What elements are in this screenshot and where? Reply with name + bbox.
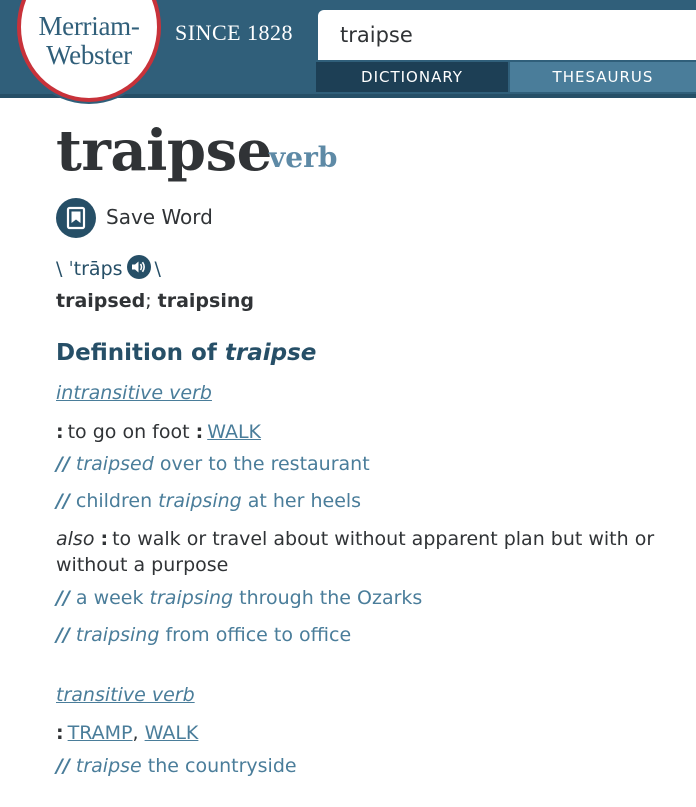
example-sentence: // traipsing from office to office: [56, 624, 352, 646]
definition-also: also : to walk or travel about without apparent plan but with or without a purpose: [56, 528, 655, 576]
logo-line-1: Merriam-: [38, 11, 140, 41]
example-rest: the countryside: [141, 755, 297, 777]
definition-heading-word: traipse: [224, 340, 317, 366]
example-rest: over to the restaurant: [153, 453, 370, 475]
inflections: [56, 290, 254, 312]
definition-heading-prefix: Definition of: [56, 340, 217, 366]
example-keyword: traipsing: [149, 587, 234, 609]
cross-ref-tramp[interactable]: TRAMP: [67, 722, 133, 744]
example-sentence: // traipsed over to the restaurant: [56, 453, 370, 475]
cross-ref-walk[interactable]: WALK: [207, 421, 261, 443]
also-label: also: [56, 528, 95, 550]
definition-heading: [56, 340, 316, 366]
bookmark-icon[interactable]: [56, 198, 96, 238]
example-sentence: // children traipsing at her heels: [56, 490, 362, 512]
pronunciation-close: \: [154, 258, 161, 280]
pronunciation-text: \ ˈtrāps: [56, 258, 123, 280]
pronunciation: [56, 255, 161, 281]
example-rest: from office to office: [159, 624, 352, 646]
also-text: to walk or travel about without apparent plan but with or without a purpose: [56, 528, 655, 576]
intransitive-verb-label[interactable]: intransitive verb: [56, 382, 212, 404]
part-of-speech-link[interactable]: verb: [269, 141, 338, 174]
example-sentence: // a week traipsing through the Ozarks: [56, 587, 423, 609]
definition-transitive: : TRAMP, WALK: [56, 722, 199, 744]
sense-1-text: to go on foot: [67, 421, 190, 443]
example-keyword: traipse: [75, 755, 142, 777]
headword: traipse: [56, 118, 272, 184]
save-word-button[interactable]: Save Word: [106, 205, 213, 229]
example-keyword: traipsing: [75, 624, 160, 646]
example-lead: a week: [75, 587, 150, 609]
search-input[interactable]: [318, 10, 696, 60]
inflection-past: traipsed: [56, 290, 146, 312]
search-box[interactable]: [318, 10, 696, 60]
transitive-verb-label[interactable]: transitive verb: [56, 684, 195, 706]
tab-dictionary[interactable]: DICTIONARY: [316, 62, 508, 92]
example-rest: at her heels: [241, 490, 362, 512]
cross-ref-walk[interactable]: WALK: [144, 722, 199, 744]
inflection-present-participle: traipsing: [157, 290, 254, 312]
example-lead: children: [75, 490, 159, 512]
cross-ref-separator: ,: [132, 722, 139, 744]
example-sentence: // traipse the countryside: [56, 755, 297, 777]
example-keyword: traipsing: [158, 490, 242, 512]
speaker-icon[interactable]: [127, 255, 151, 279]
tab-thesaurus[interactable]: THESAURUS: [510, 62, 696, 92]
definition-sense-1: : to go on foot : WALK: [56, 421, 261, 443]
example-keyword: traipsed: [75, 453, 154, 475]
inflection-separator: ;: [145, 290, 152, 312]
example-rest: through the Ozarks: [233, 587, 423, 609]
since-1828-tagline: SINCE 1828: [175, 20, 294, 45]
logo-line-2: Webster: [46, 40, 132, 70]
